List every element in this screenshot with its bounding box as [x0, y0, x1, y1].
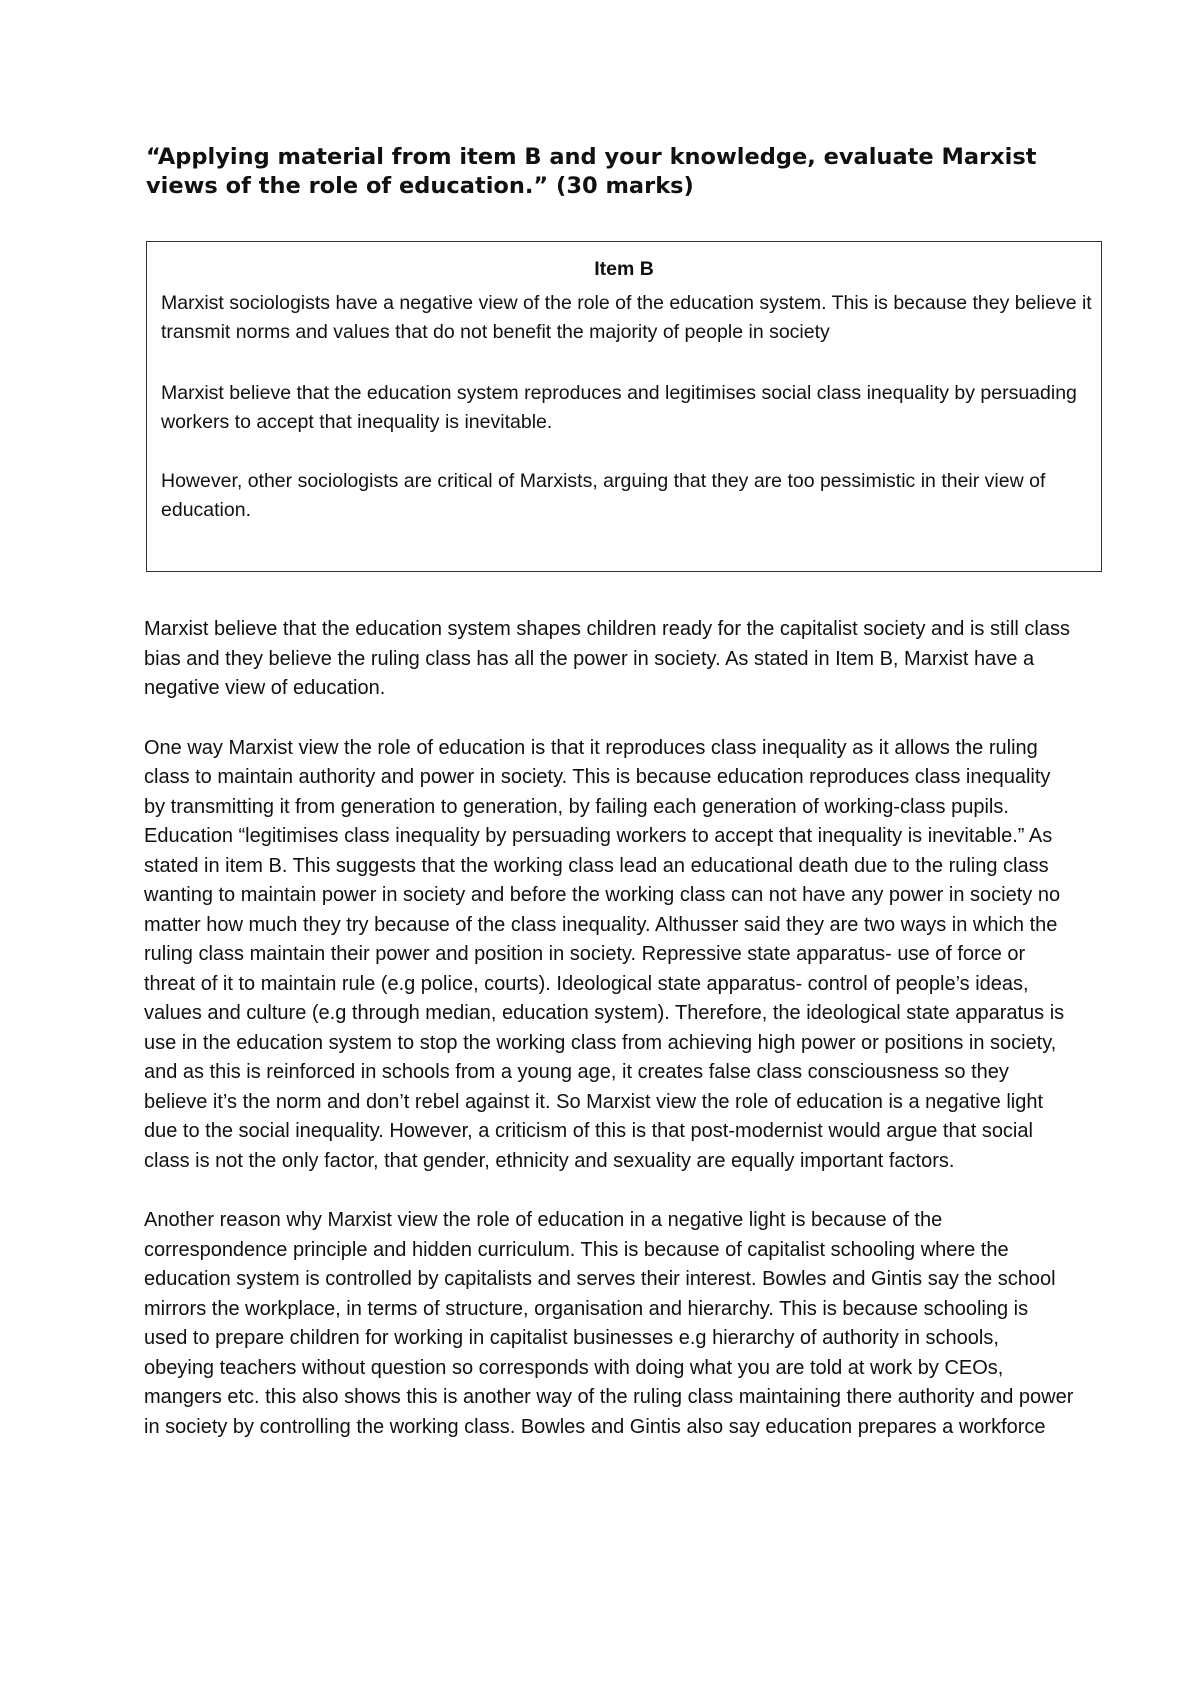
- item-b-paragraph: Marxist sociologists have a negative view of the role of the education system. This is because they believe it transmit norms and values that do not benefit the majority of people in society: [161, 292, 1092, 343]
- essay-question: “Applying material from item B and your knowledge, evaluate Marxist views of the role of education.” (30 marks): [146, 144, 1037, 199]
- essay-paragraph-intro: Marxist believe that the education system shapes children ready for the capitalist society and is still class bias and they believe the ruling class has all the power in society. As stated in Item B, Marxist have a negative view of education.: [144, 618, 1070, 699]
- item-b-paragraph: However, other sociologists are critical of Marxists, arguing that they are too pessimistic in their view of education.: [161, 470, 1046, 521]
- item-b-title: Item B: [594, 258, 654, 280]
- item-b-paragraph: Marxist believe that the education system reproduces and legitimises social class inequality by persuading workers to accept that inequality is inevitable.: [161, 382, 1077, 433]
- essay-paragraph-correspondence: Another reason why Marxist view the role of education in a negative light is because of the correspondence principle and hidden curriculum. This is because of capitalist schooling where the education system is controlled by capitalists and serves their interest. Bowles and Gintis say the school mirrors the workplace, in terms of structure, organisation and hierarchy. This is because schooling is used to prepare children for working in capitalist businesses e.g hierarchy of authority in schools, obeying teachers without question so corresponds with doing what you are told at work by CEOs, mangers etc. this also shows this is another way of the ruling class maintaining there authority and power in society by controlling the working class. Bowles and Gintis also say education prepares a workforce: [144, 1209, 1074, 1438]
- essay-paragraph-reproduction: One way Marxist view the role of education is that it reproduces class inequality as it allows the ruling class to maintain authority and power in society. This is because education reproduces class inequality by transmitting it from generation to generation, by failing each generation of working-class pupils. Education “legitimises class inequality by persuading workers to accept that inequality is inevitable.” As stated in item B. This suggests that the working class lead an educational death due to the ruling class wanting to maintain power in society and before the working class can not have any power in society no matter how much they try because of the class inequality. Althusser said they are two ways in which the ruling class maintain their power and position in society. Repressive state apparatus- use of force or threat of it to maintain rule (e.g police, courts). Ideological state apparatus- control of people’s ideas, values and culture (e.g through median, education system). Therefore, the ideological state apparatus is use in the education system to stop the working class from achieving high power or positions in society, and as this is reinforced in schools from a young age, it creates false class consciousness so they believe it’s the norm and don’t rebel against it. So Marxist view the role of education is a negative light due to the social inequality. However, a criticism of this is that post-modernist would argue that social class is not the only factor, that gender, ethnicity and sexuality are equally important factors.: [144, 736, 1065, 1172]
- item-b-box: [146, 241, 1102, 572]
- essay-body: [144, 615, 1074, 1472]
